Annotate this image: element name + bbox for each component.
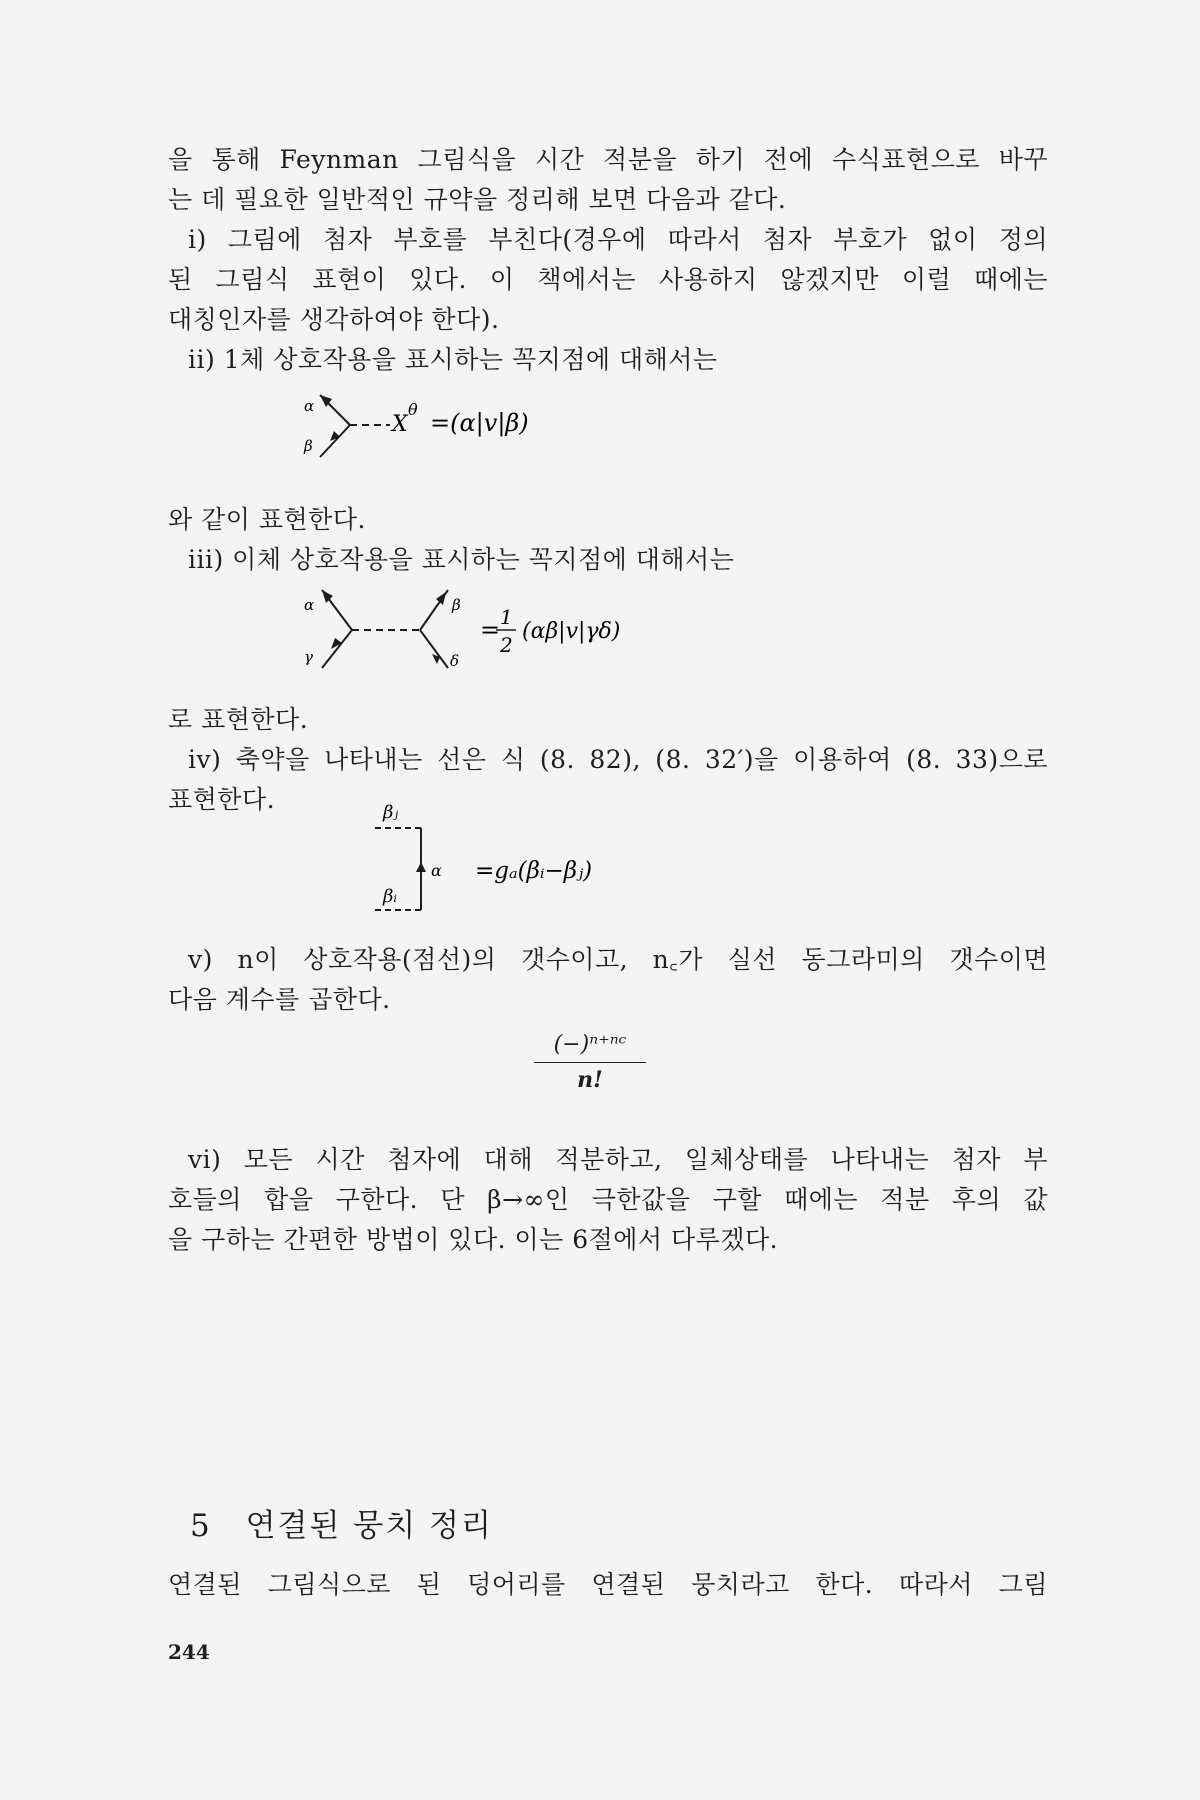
beta-label: β [304, 437, 313, 455]
contraction-svg [375, 800, 675, 930]
beta-label: β [452, 596, 461, 614]
rule-v-line: v) n이 상호작용(점선)의 갯수이고, n꜀가 실선 동그라미의 갯수이면 [188, 945, 1048, 974]
rule-vi-line: 을 구하는 간편한 방법이 있다. 이는 6절에서 다루겠다. [168, 1225, 779, 1254]
rule-i-line: i) 그림에 첨자 부호를 부친다(경우에 따라서 첨자 부호가 없이 정의 [188, 225, 1048, 254]
paragraph-line: 을 통해 Feynman 그림식을 시간 적분을 하기 전에 수식표현으로 바꾸 [168, 145, 1048, 174]
rule-vi-line: vi) 모든 시간 첨자에 대해 적분하고, 일체상태를 나타내는 첨자 부 [188, 1145, 1048, 1174]
alpha-label: α [304, 596, 315, 614]
fraction-denominator: 2 [500, 633, 513, 657]
contraction-equation: =gₐ(βᵢ−βⱼ) [475, 858, 593, 884]
one-body-vertex-svg [300, 385, 630, 485]
section-heading [190, 1500, 493, 1545]
rule-v-line: 다음 계수를 곱한다. [168, 985, 391, 1014]
rule-iv-line: 표현한다. [168, 785, 276, 814]
rule-ii-line: ii) 1체 상호작용을 표시하는 꼭지점에 대해서는 [188, 345, 718, 374]
section-paragraph-line: 연결된 그림식으로 된 덩어리를 연결된 뭉치라고 한다. 따라서 그림 [168, 1570, 1048, 1599]
sign-factor [530, 1030, 650, 1120]
beta-j-label: βⱼ [383, 802, 399, 823]
factor-denominator: n! [577, 1067, 603, 1093]
rule-vi-line: 호들의 합을 구한다. 단 β→∞인 극한값을 구할 때에는 적분 후의 값 [168, 1185, 1048, 1214]
two-body-vertex-svg [300, 580, 720, 690]
section-title: 연결된 뭉치 정리 [245, 1508, 493, 1544]
paragraph-line: 는 데 필요한 일반적인 규약을 정리해 보면 다음과 같다. [168, 185, 787, 214]
contraction-diagram [375, 800, 675, 930]
rule-i-line: 대칭인자를 생각하여야 한다). [168, 305, 500, 334]
page-number: 244 [168, 1640, 210, 1664]
two-body-equation: (αβ|v|γδ) [522, 619, 621, 644]
alpha-label: α [431, 861, 442, 880]
rule-i-line: 된 그림식 표현이 있다. 이 책에서는 사용하지 않겠지만 이럴 때에는 [168, 265, 1048, 294]
factor-numerator: (−)ⁿ⁺ⁿᶜ [553, 1032, 627, 1057]
alpha-label: α [304, 397, 315, 415]
rule-ii-after: 와 같이 표현한다. [168, 505, 366, 534]
vertex-x-label: X [392, 412, 408, 437]
fraction-numerator: 1 [500, 605, 513, 629]
theta-label: θ [408, 400, 418, 419]
equals-sign: = [480, 616, 501, 644]
section-number: 5 [190, 1508, 212, 1544]
delta-label: δ [450, 652, 460, 670]
rule-iii-line: iii) 이체 상호작용을 표시하는 꼭지점에 대해서는 [188, 545, 735, 574]
rule-iv-line: iv) 축약을 나타내는 선은 식 (8. 82), (8. 32′)을 이용하여 (8. 33)으로 [188, 745, 1048, 774]
one-body-equation: =(α|v|β) [430, 409, 529, 437]
two-body-vertex-diagram [300, 580, 720, 690]
gamma-label: γ [304, 648, 313, 666]
beta-i-label: βᵢ [383, 886, 398, 907]
one-body-vertex-diagram [300, 385, 630, 485]
rule-iii-after: 로 표현한다. [168, 705, 309, 734]
